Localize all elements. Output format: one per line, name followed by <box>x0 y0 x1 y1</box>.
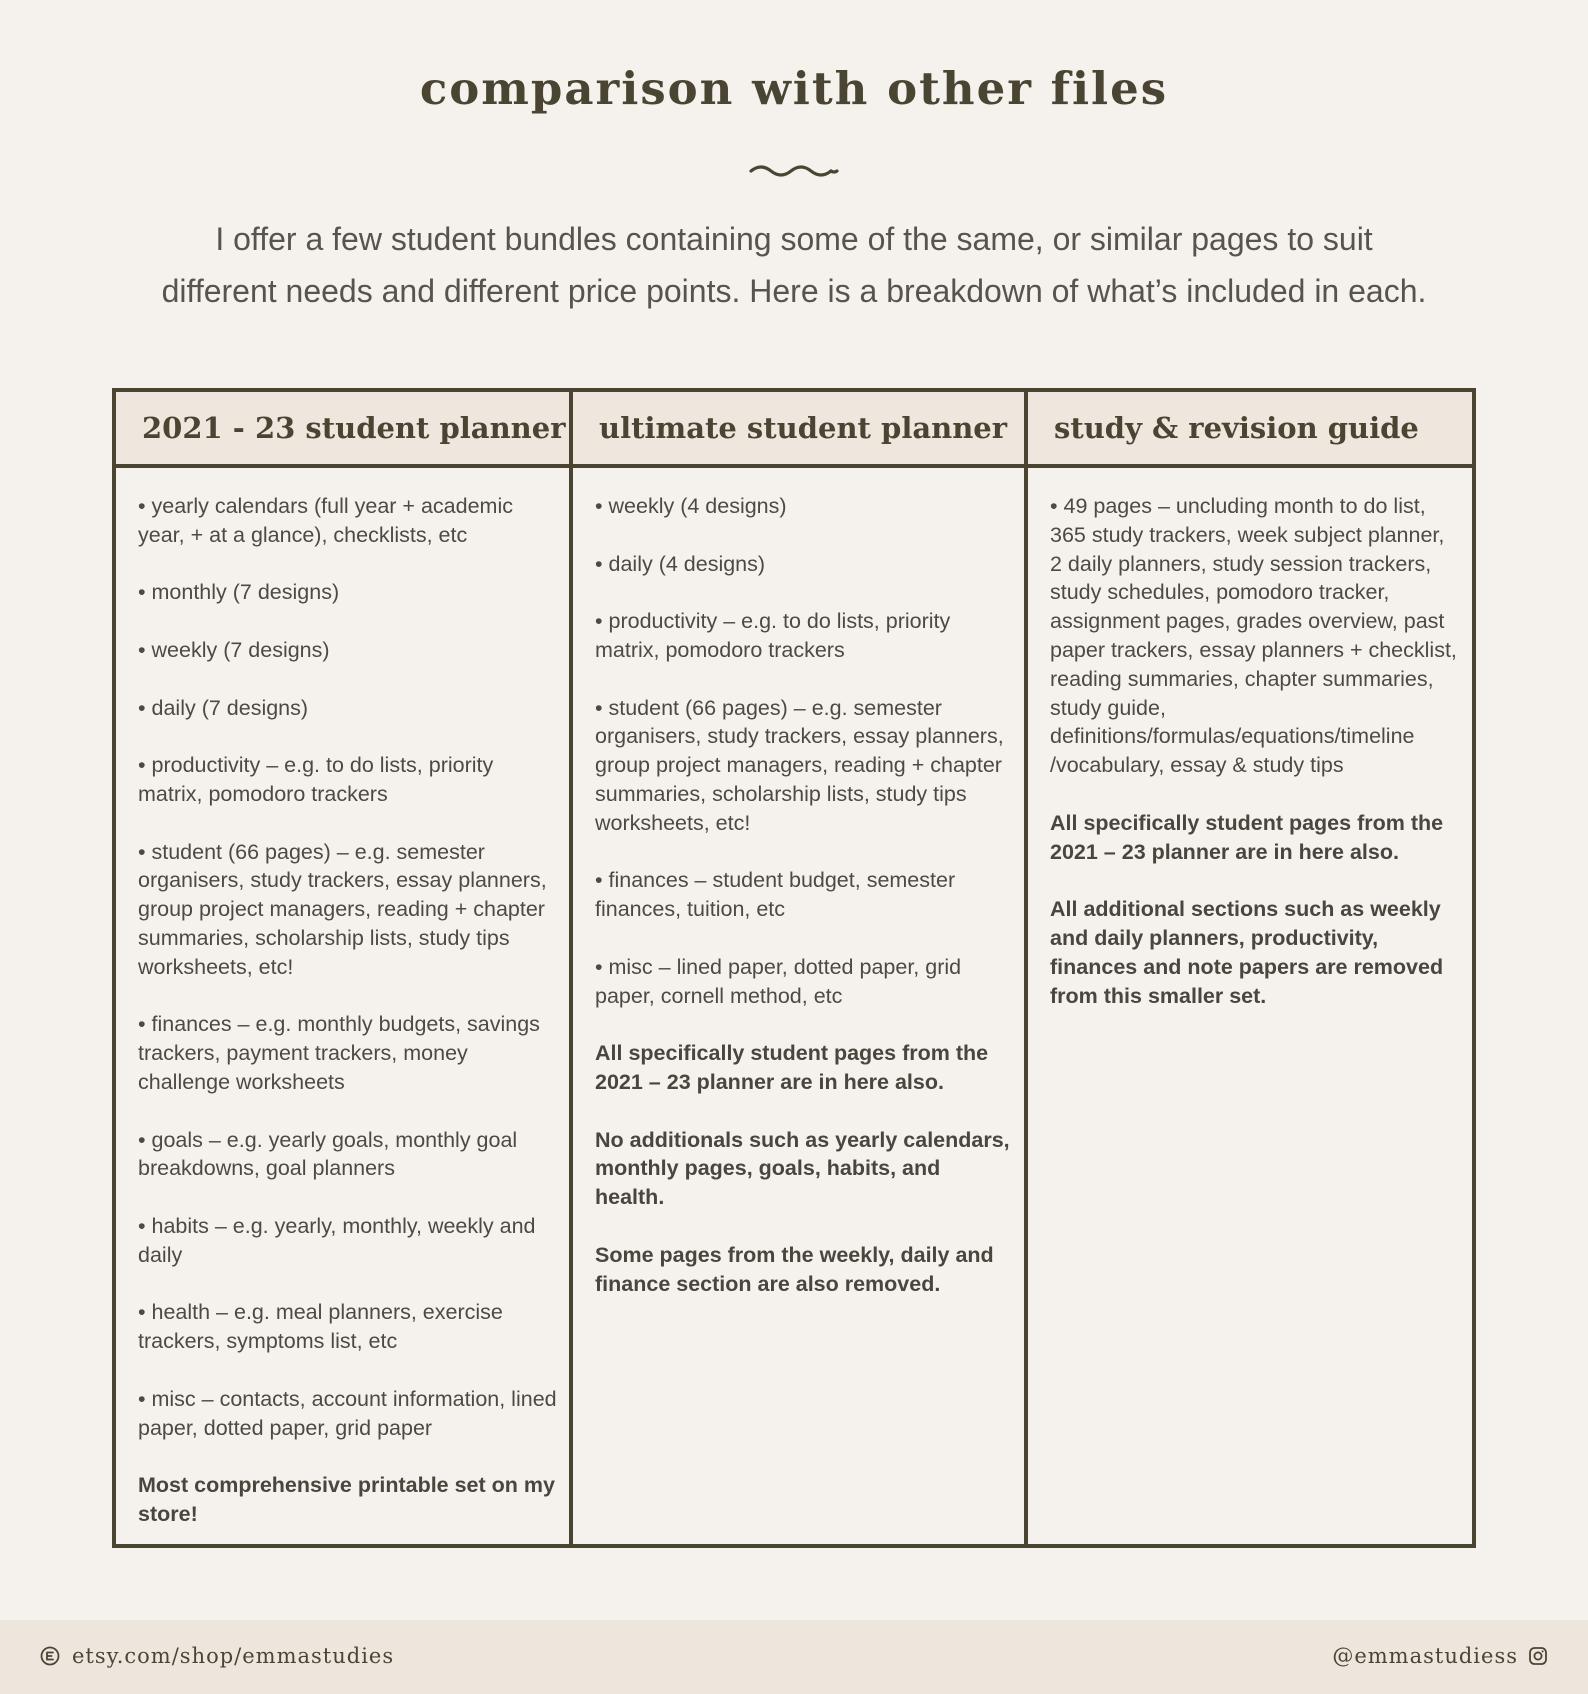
summary-note: All additional sections such as weekly and daily planners, productivity, finances and note papers are removed from this smaller set. <box>1050 897 1444 1008</box>
comparison-table <box>112 388 1476 1548</box>
list-item: • daily (4 designs) <box>595 551 766 576</box>
list-item: • misc – lined paper, dotted paper, grid paper, cornell method, etc <box>595 954 962 1008</box>
list-item: • finances – student budget, semester finances, tuition, etc <box>595 868 956 922</box>
squiggle-divider-icon <box>748 162 840 180</box>
column-body <box>1028 468 1472 1010</box>
list-item: • goals – e.g. yearly goals, monthly goal breakdowns, goal planners <box>138 1127 518 1181</box>
list-item: • weekly (7 designs) <box>138 637 330 662</box>
column-revision-guide <box>1024 392 1472 1544</box>
page-title: comparison with other files <box>419 62 1169 115</box>
summary-note: No additionals such as yearly calendars, monthly pages, goals, habits, and health. <box>595 1127 1010 1210</box>
summary-note: All specifically student pages from the 2021 – 23 planner are in here also. <box>595 1041 989 1094</box>
list-item: • productivity – e.g. to do lists, priority matrix, pomodoro trackers <box>595 609 951 662</box>
column-header: study & revision guide <box>1028 392 1472 468</box>
list-item: • student (66 pages) – e.g. semester organisers, study trackers, essay planners, group project managers, reading + chapter summaries, scholarship lists, study tips worksheets, etc! <box>138 839 547 979</box>
instagram-link[interactable] <box>1332 1644 1548 1668</box>
summary-note: All specifically student pages from the 2021 – 23 planner are in here also. <box>1050 810 1444 864</box>
column-body <box>116 468 569 1529</box>
summary-note: Some pages from the weekly, daily and finance section are also removed. <box>595 1242 994 1296</box>
instagram-icon <box>1528 1646 1548 1666</box>
summary-note: Most comprehensive printable set on my store! <box>138 1473 555 1526</box>
list-item: • student (66 pages) – e.g. semester organisers, study trackers, essay planners, group project managers, reading + chapter summaries, scholarship lists, study tips worksheets, etc! <box>595 695 1004 835</box>
column-body <box>573 468 1024 1298</box>
etsy-icon <box>40 1646 60 1666</box>
column-student-planner <box>116 392 569 1544</box>
footer-bar <box>0 1620 1588 1694</box>
list-item: • misc – contacts, account information, lined paper, dotted paper, grid paper <box>138 1386 557 1440</box>
list-item: • 49 pages – uncluding month to do list, 365 study trackers, week subject planner, 2 daily planners, study session trackers, study schedules, pomodoro tracker, assignment pages, grades overview, past paper trackers, essay planners + checklist, reading summaries, chapter summaries, study guide, definitions/formulas/equations/timeline /vocabulary, essay & study tips <box>1050 494 1457 778</box>
column-header: 2021 - 23 student planner <box>116 392 569 468</box>
shop-url: etsy.com/shop/emmastudies <box>72 1644 395 1668</box>
list-item: • health – e.g. meal planners, exercise trackers, symptoms list, etc <box>138 1300 503 1354</box>
column-ultimate-planner <box>569 392 1024 1544</box>
list-item: • habits – e.g. yearly, monthly, weekly and daily <box>138 1213 536 1267</box>
list-item: • daily (7 designs) <box>138 695 309 720</box>
shop-link[interactable] <box>40 1644 394 1668</box>
list-item: • yearly calendars (full year + academic year, + at a glance), checklists, etc <box>138 494 513 547</box>
intro-text <box>0 213 1588 317</box>
instagram-handle: @emmastudiess <box>1332 1644 1518 1668</box>
list-item: • finances – e.g. monthly budgets, savings trackers, payment trackers, money challenge worksheets <box>138 1012 540 1094</box>
column-header: ultimate student planner <box>573 392 1024 468</box>
intro-line-1: I offer a few student bundles containing some of the same, or similar pages to suit <box>215 221 1373 257</box>
list-item: • weekly (4 designs) <box>595 494 787 518</box>
list-item: • productivity – e.g. to do lists, priority matrix, pomodoro trackers <box>138 753 494 806</box>
intro-line-2: different needs and different price points. Here is a breakdown of what’s included in each. <box>161 273 1427 309</box>
list-item: • monthly (7 designs) <box>138 580 340 605</box>
